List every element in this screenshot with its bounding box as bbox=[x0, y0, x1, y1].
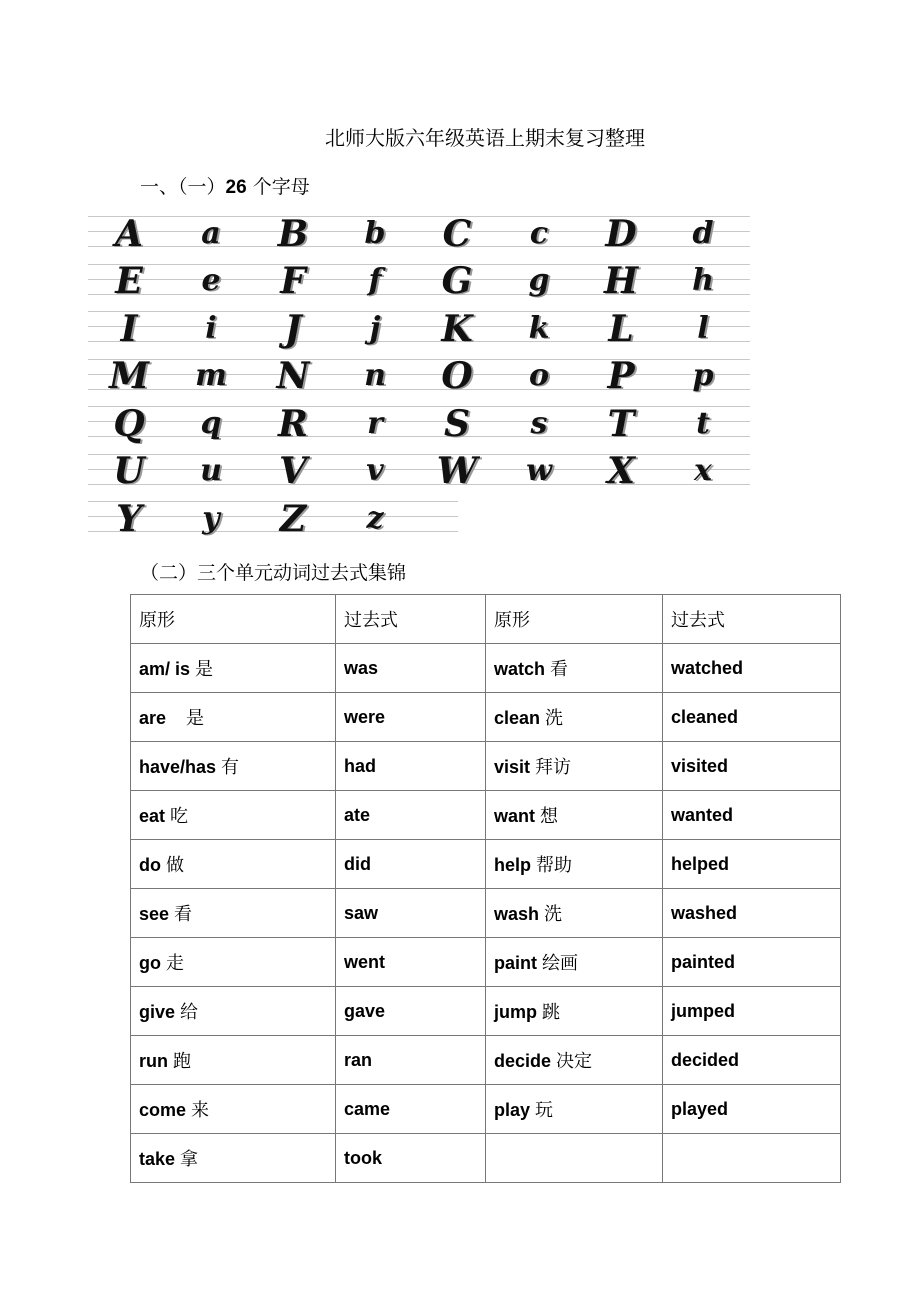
table-row bbox=[131, 693, 841, 742]
section-heading-verbs: （二）三个单元动词过去式集锦 bbox=[140, 562, 407, 584]
word-english: want bbox=[494, 806, 541, 826]
word-english: eat bbox=[139, 806, 171, 826]
word-english: painted bbox=[671, 951, 736, 972]
word-chinese: 绘画 bbox=[542, 953, 578, 974]
word-english: do bbox=[139, 855, 166, 875]
letter: v bbox=[366, 453, 384, 489]
table-cell bbox=[486, 987, 663, 1036]
letter: d bbox=[692, 215, 714, 251]
letter: Y bbox=[116, 497, 142, 540]
word-english: go bbox=[139, 953, 166, 973]
table-row bbox=[131, 1134, 841, 1183]
word-english: give bbox=[139, 1002, 181, 1022]
word-chinese: 帮助 bbox=[536, 855, 573, 876]
word-chinese: 决定 bbox=[556, 1051, 593, 1072]
word-english: ran bbox=[344, 1049, 373, 1070]
table-cell bbox=[663, 742, 841, 791]
table-cell bbox=[336, 1085, 486, 1134]
word-english: help bbox=[494, 855, 537, 875]
letter: n bbox=[364, 358, 386, 394]
letter: V bbox=[279, 450, 307, 493]
letter: G bbox=[441, 260, 473, 303]
word-english: came bbox=[344, 1098, 391, 1119]
letter: H bbox=[603, 260, 638, 303]
word-english: wanted bbox=[671, 804, 734, 825]
word-english: play bbox=[494, 1100, 536, 1120]
alphabet-chart bbox=[88, 210, 750, 543]
table-cell bbox=[486, 938, 663, 987]
table-row bbox=[131, 889, 841, 938]
table-cell bbox=[663, 1134, 841, 1183]
letter: L bbox=[608, 307, 634, 350]
letter: b bbox=[364, 215, 386, 251]
word-english: took bbox=[344, 1147, 382, 1168]
table-cell bbox=[336, 987, 486, 1036]
heading-number: 26 bbox=[225, 177, 247, 198]
word-chinese: 洗 bbox=[545, 708, 564, 729]
table-cell bbox=[663, 938, 841, 987]
word-chinese: 跳 bbox=[542, 1002, 560, 1023]
table-cell bbox=[131, 693, 336, 742]
table-cell bbox=[663, 840, 841, 889]
letter: W bbox=[436, 450, 478, 493]
letter: r bbox=[367, 405, 383, 441]
letter: t bbox=[696, 405, 710, 441]
letter: P bbox=[607, 355, 635, 398]
table-row bbox=[131, 644, 841, 693]
word-english: decided bbox=[671, 1049, 740, 1070]
table-cell bbox=[663, 1085, 841, 1134]
word-english: visited bbox=[671, 755, 729, 776]
word-english: helped bbox=[671, 853, 730, 874]
table-cell bbox=[131, 1085, 336, 1134]
word-chinese: 给 bbox=[180, 1002, 199, 1023]
letter: z bbox=[366, 500, 384, 536]
table-cell bbox=[486, 1036, 663, 1085]
letter: k bbox=[528, 310, 550, 346]
letter: S bbox=[444, 402, 470, 445]
header-cell: 原形 bbox=[486, 595, 663, 644]
table-cell bbox=[486, 791, 663, 840]
word-english: see bbox=[139, 904, 175, 924]
table-cell bbox=[486, 693, 663, 742]
verb-table bbox=[130, 594, 841, 1183]
table-cell bbox=[486, 1134, 663, 1183]
word-chinese: 做 bbox=[166, 855, 184, 876]
table-cell bbox=[131, 840, 336, 889]
table-cell bbox=[663, 1036, 841, 1085]
table-cell bbox=[131, 889, 336, 938]
word-chinese: 看 bbox=[174, 904, 193, 925]
word-chinese: 看 bbox=[550, 659, 569, 680]
word-chinese: 来 bbox=[191, 1100, 210, 1121]
letter: y bbox=[202, 500, 220, 536]
word-english: jump bbox=[494, 1002, 542, 1022]
table-cell bbox=[131, 987, 336, 1036]
letter: f bbox=[368, 263, 382, 299]
table-cell bbox=[663, 889, 841, 938]
word-english: watch bbox=[494, 659, 551, 679]
word-chinese: 吃 bbox=[170, 806, 189, 827]
letter: A bbox=[115, 212, 143, 255]
letter: C bbox=[442, 212, 472, 255]
word-chinese: 想 bbox=[540, 806, 559, 827]
word-english: am/ is bbox=[139, 659, 196, 679]
word-english: gave bbox=[344, 1000, 386, 1021]
alphabet-row bbox=[88, 353, 750, 401]
word-english: had bbox=[344, 755, 377, 776]
header-cell: 过去式 bbox=[663, 595, 841, 644]
section-heading-alphabet bbox=[140, 172, 310, 199]
letter: p bbox=[692, 358, 714, 394]
letter: U bbox=[113, 450, 145, 493]
word-english: visit bbox=[494, 757, 536, 777]
letter: i bbox=[205, 310, 217, 346]
word-english: jumped bbox=[671, 1000, 736, 1021]
table-row bbox=[131, 742, 841, 791]
table-cell bbox=[486, 644, 663, 693]
word-chinese: 跑 bbox=[173, 1051, 191, 1072]
word-english: have/has bbox=[139, 757, 222, 777]
letter: B bbox=[277, 212, 309, 255]
word-english: played bbox=[671, 1098, 729, 1119]
word-english: run bbox=[139, 1051, 173, 1071]
table-cell bbox=[336, 1134, 486, 1183]
letter: N bbox=[276, 355, 310, 398]
alphabet-row bbox=[88, 495, 458, 543]
word-english: did bbox=[344, 853, 371, 874]
table-cell bbox=[336, 1036, 486, 1085]
letter: s bbox=[530, 405, 548, 441]
table-cell bbox=[486, 1085, 663, 1134]
alphabet-row bbox=[88, 305, 750, 353]
table-row bbox=[131, 1036, 841, 1085]
word-english: was bbox=[344, 657, 379, 678]
word-english: come bbox=[139, 1100, 192, 1120]
word-chinese: 有 bbox=[221, 757, 240, 778]
letter: o bbox=[528, 358, 549, 394]
table-cell bbox=[336, 889, 486, 938]
table-cell bbox=[336, 791, 486, 840]
word-chinese: 走 bbox=[166, 953, 184, 974]
letter: h bbox=[692, 263, 714, 299]
word-english: take bbox=[139, 1149, 181, 1169]
word-english: washed bbox=[671, 902, 738, 923]
letter: T bbox=[607, 402, 635, 445]
alphabet-row bbox=[88, 400, 750, 448]
word-chinese: 玩 bbox=[535, 1100, 554, 1121]
table-row bbox=[131, 1085, 841, 1134]
letter: j bbox=[369, 310, 381, 346]
word-english: were bbox=[344, 706, 386, 727]
alphabet-row bbox=[88, 258, 750, 306]
letter: M bbox=[109, 355, 149, 398]
letter: w bbox=[526, 453, 552, 489]
table-cell bbox=[663, 693, 841, 742]
letter: q bbox=[200, 405, 222, 441]
word-english: cleaned bbox=[671, 706, 739, 727]
word-english: saw bbox=[344, 902, 379, 923]
table-header-row bbox=[131, 595, 841, 644]
letter: x bbox=[694, 453, 712, 489]
letter: J bbox=[284, 307, 302, 350]
word-english: went bbox=[344, 951, 386, 972]
word-english: ate bbox=[344, 804, 371, 825]
letter: I bbox=[120, 307, 138, 350]
letter: D bbox=[605, 212, 637, 255]
word-english: paint bbox=[494, 953, 542, 973]
word-chinese: 是 bbox=[186, 708, 205, 729]
letter: c bbox=[529, 215, 549, 251]
letter: R bbox=[278, 402, 308, 445]
word-english: are bbox=[139, 708, 187, 728]
letter: u bbox=[200, 453, 222, 489]
letter: E bbox=[115, 260, 143, 303]
word-chinese: 洗 bbox=[544, 904, 563, 925]
table-cell bbox=[131, 1134, 336, 1183]
table-cell bbox=[131, 1036, 336, 1085]
letter: g bbox=[528, 263, 550, 299]
letter: O bbox=[441, 355, 473, 398]
table-cell bbox=[336, 742, 486, 791]
table-cell bbox=[131, 791, 336, 840]
heading-suffix: 个字母 bbox=[246, 176, 310, 198]
table-cell bbox=[663, 791, 841, 840]
word-english: clean bbox=[494, 708, 546, 728]
table-cell bbox=[131, 644, 336, 693]
header-cell: 过去式 bbox=[336, 595, 486, 644]
table-row bbox=[131, 840, 841, 889]
table-cell bbox=[663, 644, 841, 693]
heading-prefix: 一、（一） bbox=[140, 176, 226, 198]
word-chinese: 拿 bbox=[180, 1149, 199, 1170]
letter: l bbox=[697, 310, 709, 346]
table-cell bbox=[131, 742, 336, 791]
table-cell bbox=[486, 840, 663, 889]
table-cell bbox=[336, 693, 486, 742]
letter: X bbox=[607, 450, 635, 493]
word-english: watched bbox=[671, 657, 744, 678]
table-cell bbox=[486, 889, 663, 938]
table-row bbox=[131, 938, 841, 987]
letter: Q bbox=[113, 402, 145, 445]
table-cell bbox=[336, 840, 486, 889]
word-english: decide bbox=[494, 1051, 557, 1071]
alphabet-row bbox=[88, 448, 750, 496]
word-chinese: 是 bbox=[195, 659, 214, 680]
table-cell bbox=[336, 644, 486, 693]
page-title: 北师大版六年级英语上期末复习整理 bbox=[325, 126, 645, 150]
table-cell bbox=[131, 938, 336, 987]
word-english: wash bbox=[494, 904, 545, 924]
letter: K bbox=[441, 307, 473, 350]
letter: m bbox=[195, 358, 227, 394]
table-cell bbox=[336, 938, 486, 987]
table-row bbox=[131, 987, 841, 1036]
letter: a bbox=[201, 215, 221, 251]
table-row bbox=[131, 791, 841, 840]
table-cell bbox=[486, 742, 663, 791]
word-chinese: 拜访 bbox=[535, 757, 572, 778]
letter: e bbox=[201, 263, 221, 299]
letter: Z bbox=[279, 497, 307, 540]
table-cell bbox=[663, 987, 841, 1036]
header-cell: 原形 bbox=[131, 595, 336, 644]
letter: F bbox=[280, 260, 306, 303]
alphabet-row bbox=[88, 210, 750, 258]
